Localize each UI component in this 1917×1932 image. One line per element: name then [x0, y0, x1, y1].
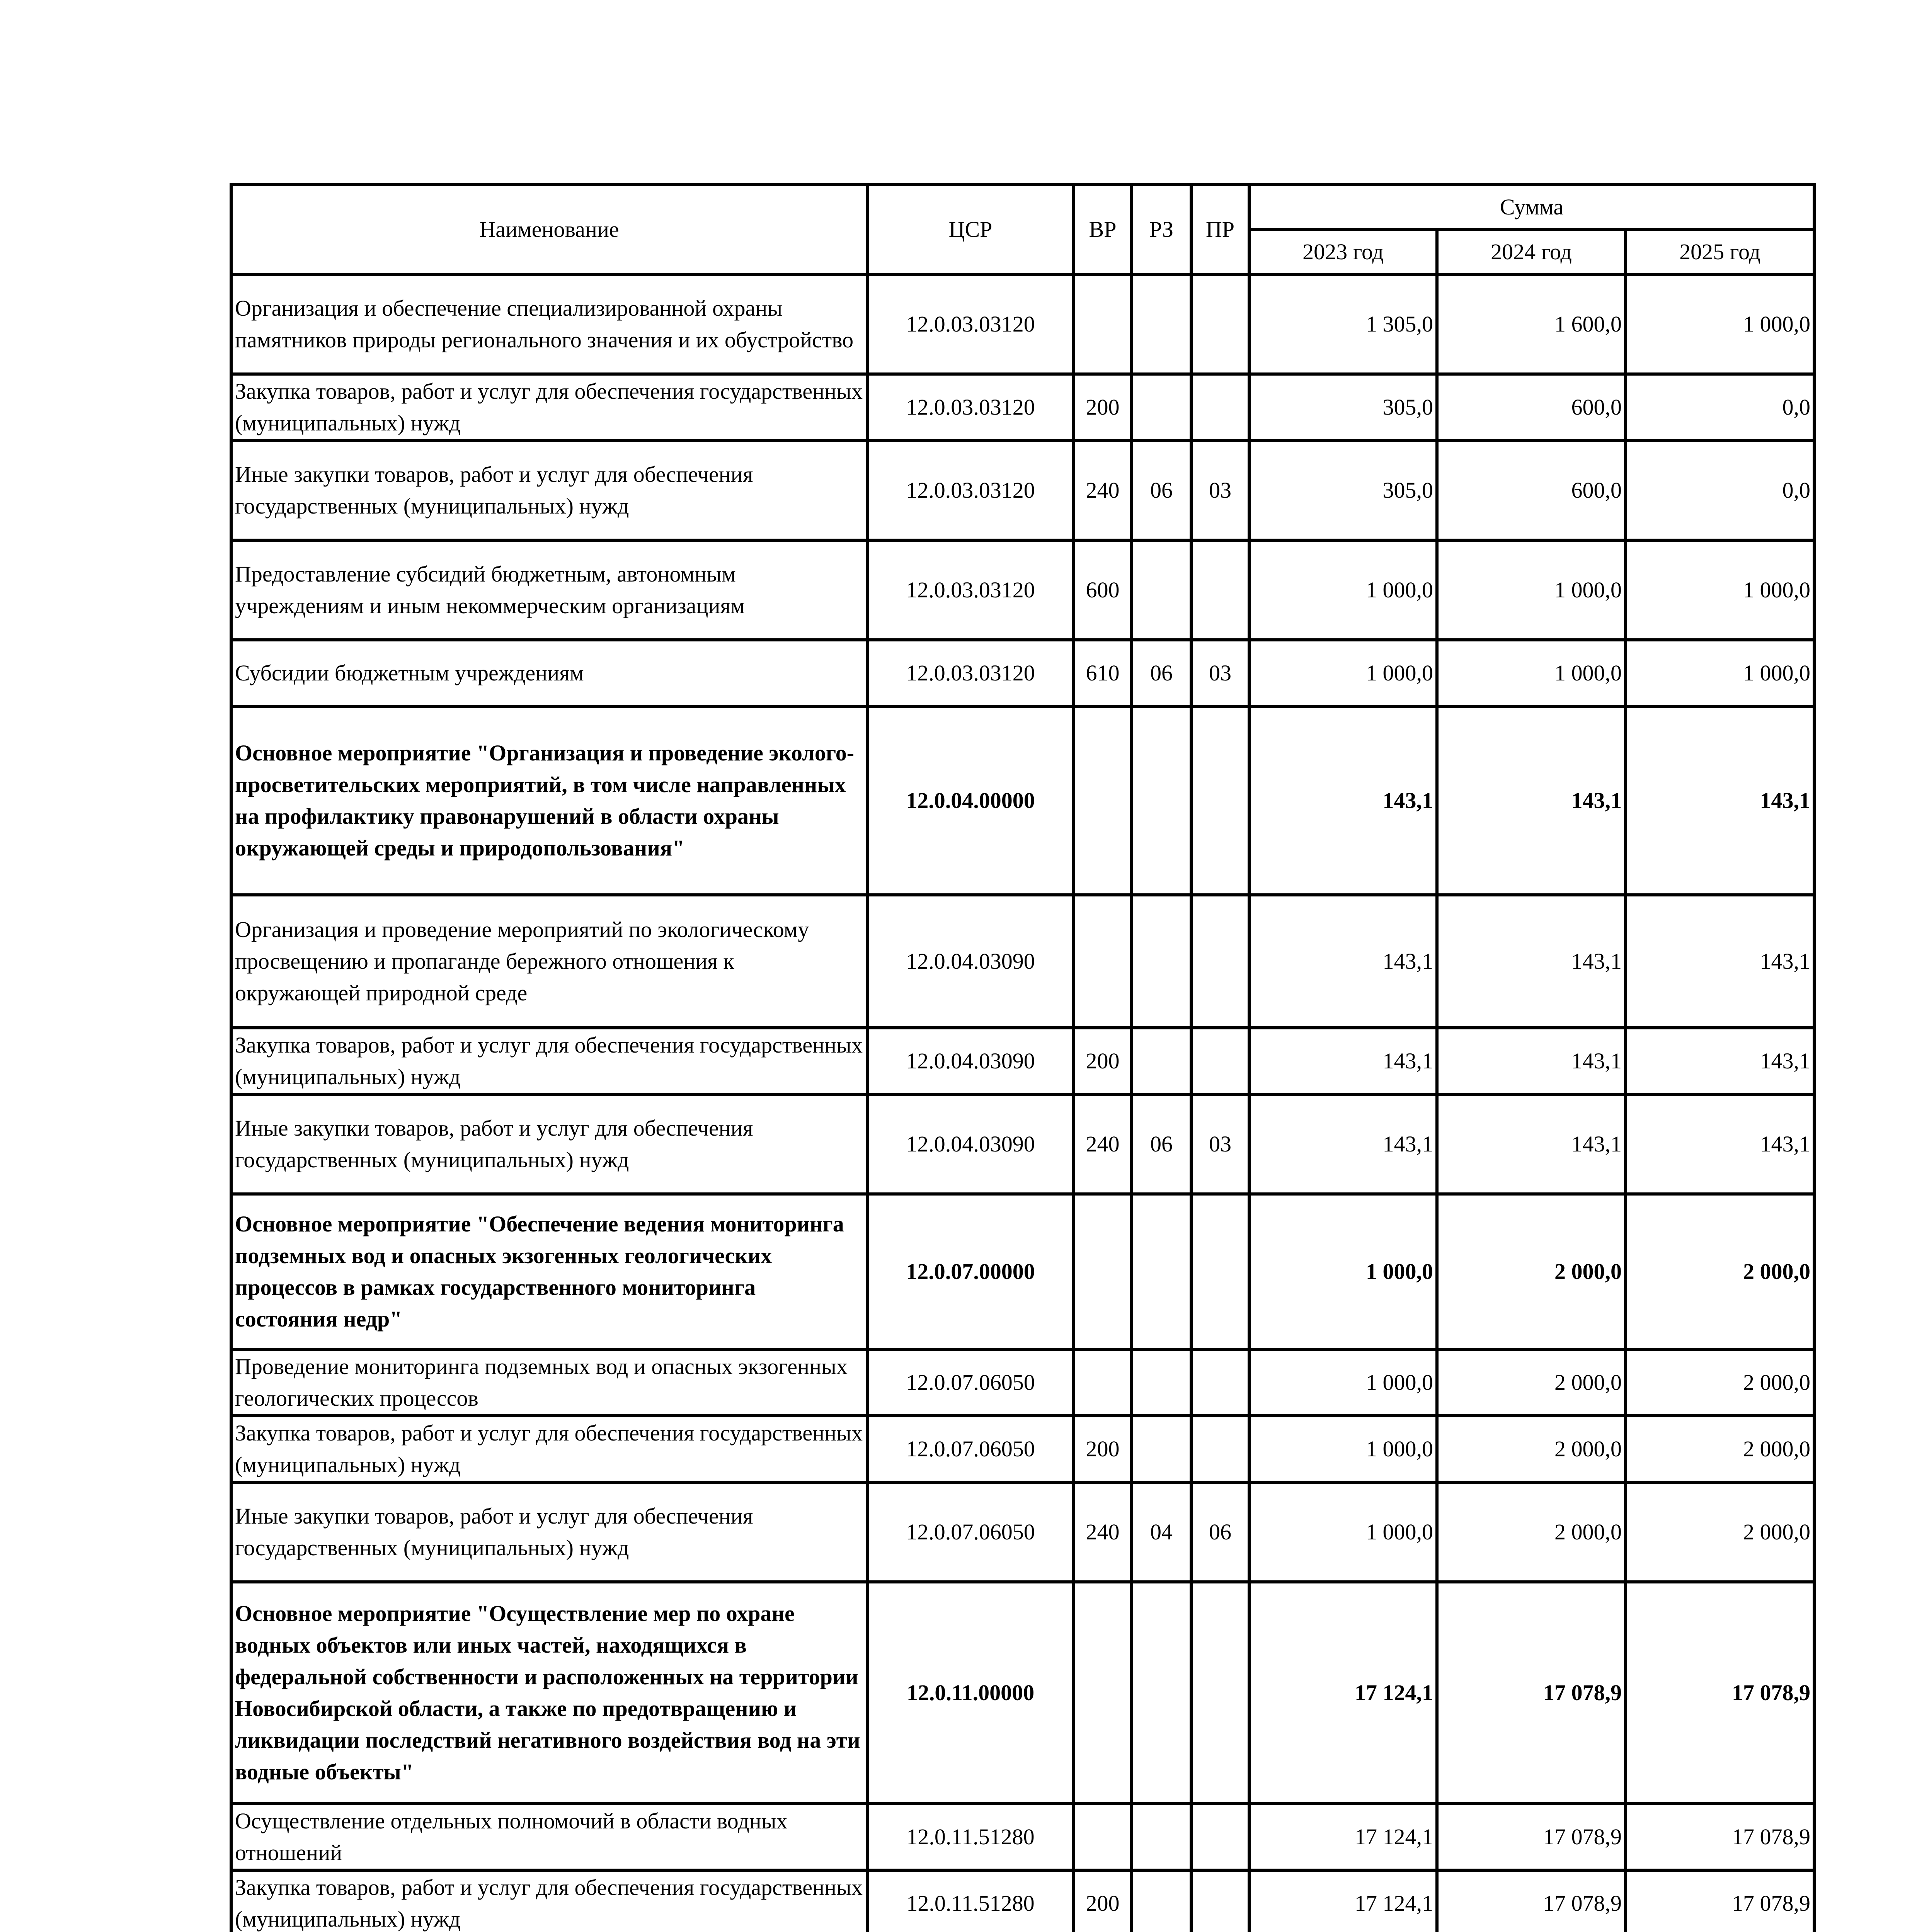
- cell-2024: 2 000,0: [1437, 1416, 1626, 1482]
- table-row: [231, 1582, 1814, 1804]
- cell-pr: 03: [1191, 640, 1249, 706]
- cell-name: Проведение мониторинга подземных вод и опасных экзогенных геологических процессов: [231, 1349, 867, 1416]
- cell-csr: 12.0.04.03090: [867, 895, 1074, 1028]
- cell-2024: 17 078,9: [1437, 1804, 1626, 1870]
- cell-name: Организация и обеспечение специализированной охраны памятников природы регионального значения и их обустройство: [231, 274, 867, 374]
- cell-name: Основное мероприятие "Обеспечение ведения мониторинга подземных вод и опасных экзогенных геологических процессов в рамках государственного мониторинга состояния недр": [231, 1194, 867, 1349]
- cell-2023: 1 000,0: [1249, 1349, 1437, 1416]
- header-rz: РЗ: [1132, 185, 1191, 274]
- cell-2024: 2 000,0: [1437, 1194, 1626, 1349]
- cell-pr: [1191, 540, 1249, 640]
- cell-csr: 12.0.04.00000: [867, 706, 1074, 895]
- budget-table: [230, 183, 1816, 1932]
- cell-rz: [1132, 1028, 1191, 1094]
- cell-vr: 240: [1074, 440, 1132, 540]
- cell-csr: 12.0.07.06050: [867, 1482, 1074, 1582]
- cell-pr: [1191, 1804, 1249, 1870]
- header-year-2025: 2025 год: [1626, 230, 1814, 274]
- cell-2025: 2 000,0: [1626, 1482, 1814, 1582]
- table-body: [231, 274, 1814, 1932]
- cell-2025: 143,1: [1626, 1028, 1814, 1094]
- table-row: [231, 895, 1814, 1028]
- cell-name: Иные закупки товаров, работ и услуг для обеспечения государственных (муниципальных) нужд: [231, 1482, 867, 1582]
- cell-name: Закупка товаров, работ и услуг для обеспечения государственных (муниципальных) нужд: [231, 374, 867, 440]
- cell-rz: 06: [1132, 1094, 1191, 1194]
- table-header: [231, 185, 1814, 274]
- header-name: Наименование: [231, 185, 867, 274]
- cell-vr: 240: [1074, 1094, 1132, 1194]
- cell-pr: [1191, 1416, 1249, 1482]
- cell-name: Иные закупки товаров, работ и услуг для обеспечения государственных (муниципальных) нужд: [231, 440, 867, 540]
- cell-pr: [1191, 1582, 1249, 1804]
- cell-csr: 12.0.04.03090: [867, 1028, 1074, 1094]
- cell-2025: 143,1: [1626, 895, 1814, 1028]
- cell-csr: 12.0.03.03120: [867, 274, 1074, 374]
- header-csr: ЦСР: [867, 185, 1074, 274]
- cell-2023: 1 305,0: [1249, 274, 1437, 374]
- cell-2024: 2 000,0: [1437, 1482, 1626, 1582]
- header-year-2024: 2024 год: [1437, 230, 1626, 274]
- cell-2023: 17 124,1: [1249, 1582, 1437, 1804]
- cell-name: Осуществление отдельных полномочий в области водных отношений: [231, 1804, 867, 1870]
- cell-2024: 143,1: [1437, 895, 1626, 1028]
- table-row: [231, 1870, 1814, 1932]
- cell-2024: 1 600,0: [1437, 274, 1626, 374]
- cell-rz: [1132, 1416, 1191, 1482]
- cell-rz: [1132, 540, 1191, 640]
- cell-vr: [1074, 706, 1132, 895]
- cell-2023: 143,1: [1249, 1094, 1437, 1194]
- cell-rz: [1132, 1349, 1191, 1416]
- table-row: [231, 274, 1814, 374]
- cell-name: Иные закупки товаров, работ и услуг для обеспечения государственных (муниципальных) нужд: [231, 1094, 867, 1194]
- cell-2025: 1 000,0: [1626, 640, 1814, 706]
- cell-rz: [1132, 895, 1191, 1028]
- cell-vr: 200: [1074, 1416, 1132, 1482]
- cell-vr: 200: [1074, 374, 1132, 440]
- cell-2023: 305,0: [1249, 440, 1437, 540]
- cell-2024: 2 000,0: [1437, 1349, 1626, 1416]
- cell-2025: 2 000,0: [1626, 1416, 1814, 1482]
- cell-csr: 12.0.03.03120: [867, 374, 1074, 440]
- cell-2025: 17 078,9: [1626, 1870, 1814, 1932]
- cell-name: Организация и проведение мероприятий по экологическому просвещению и пропаганде бережного отношения к окружающей природной среде: [231, 895, 867, 1028]
- cell-vr: 610: [1074, 640, 1132, 706]
- cell-2023: 17 124,1: [1249, 1804, 1437, 1870]
- cell-vr: [1074, 274, 1132, 374]
- cell-rz: [1132, 374, 1191, 440]
- table-row: [231, 440, 1814, 540]
- cell-name: Закупка товаров, работ и услуг для обеспечения государственных (муниципальных) нужд: [231, 1416, 867, 1482]
- cell-rz: [1132, 706, 1191, 895]
- cell-2025: 1 000,0: [1626, 540, 1814, 640]
- cell-rz: 06: [1132, 640, 1191, 706]
- cell-pr: [1191, 374, 1249, 440]
- cell-name: Основное мероприятие "Организация и проведение эколого-просветительских мероприятий, в том числе направленных на профилактику правонарушений в области охраны окружающей среды и природопользования": [231, 706, 867, 895]
- cell-vr: [1074, 1349, 1132, 1416]
- cell-pr: 03: [1191, 440, 1249, 540]
- table-row: [231, 1094, 1814, 1194]
- table-row: [231, 1194, 1814, 1349]
- cell-2023: 305,0: [1249, 374, 1437, 440]
- cell-2024: 143,1: [1437, 706, 1626, 895]
- cell-rz: [1132, 1804, 1191, 1870]
- cell-pr: [1191, 706, 1249, 895]
- cell-2024: 17 078,9: [1437, 1870, 1626, 1932]
- cell-2024: 600,0: [1437, 440, 1626, 540]
- cell-2025: 0,0: [1626, 440, 1814, 540]
- cell-2025: 143,1: [1626, 1094, 1814, 1194]
- cell-rz: [1132, 1194, 1191, 1349]
- table-row: [231, 640, 1814, 706]
- table-row: [231, 1482, 1814, 1582]
- cell-rz: [1132, 1582, 1191, 1804]
- cell-2025: 17 078,9: [1626, 1804, 1814, 1870]
- cell-vr: 600: [1074, 540, 1132, 640]
- table-row: [231, 1349, 1814, 1416]
- cell-vr: [1074, 1194, 1132, 1349]
- table-row: [231, 1028, 1814, 1094]
- cell-2023: 1 000,0: [1249, 1482, 1437, 1582]
- table-row: [231, 1804, 1814, 1870]
- cell-vr: 200: [1074, 1870, 1132, 1932]
- cell-2023: 1 000,0: [1249, 640, 1437, 706]
- cell-name: Предоставление субсидий бюджетным, автономным учреждениям и иным некоммерческим организациям: [231, 540, 867, 640]
- cell-2024: 1 000,0: [1437, 640, 1626, 706]
- cell-2025: 143,1: [1626, 706, 1814, 895]
- cell-2023: 143,1: [1249, 1028, 1437, 1094]
- cell-csr: 12.0.03.03120: [867, 540, 1074, 640]
- cell-csr: 12.0.07.00000: [867, 1194, 1074, 1349]
- cell-rz: 06: [1132, 440, 1191, 540]
- cell-vr: [1074, 1582, 1132, 1804]
- cell-2024: 143,1: [1437, 1094, 1626, 1194]
- cell-csr: 12.0.07.06050: [867, 1349, 1074, 1416]
- cell-vr: [1074, 895, 1132, 1028]
- cell-2025: 2 000,0: [1626, 1349, 1814, 1416]
- cell-2023: 1 000,0: [1249, 1194, 1437, 1349]
- cell-rz: [1132, 1870, 1191, 1932]
- header-pr: ПР: [1191, 185, 1249, 274]
- cell-2023: 1 000,0: [1249, 540, 1437, 640]
- cell-vr: 200: [1074, 1028, 1132, 1094]
- cell-pr: [1191, 1870, 1249, 1932]
- cell-2025: 1 000,0: [1626, 274, 1814, 374]
- cell-vr: 240: [1074, 1482, 1132, 1582]
- cell-2025: 17 078,9: [1626, 1582, 1814, 1804]
- cell-rz: [1132, 274, 1191, 374]
- cell-csr: 12.0.07.06050: [867, 1416, 1074, 1482]
- cell-2024: 17 078,9: [1437, 1582, 1626, 1804]
- cell-2023: 1 000,0: [1249, 1416, 1437, 1482]
- table-row: [231, 1416, 1814, 1482]
- cell-pr: [1191, 895, 1249, 1028]
- cell-name: Закупка товаров, работ и услуг для обеспечения государственных (муниципальных) нужд: [231, 1870, 867, 1932]
- cell-csr: 12.0.11.51280: [867, 1870, 1074, 1932]
- cell-pr: [1191, 1194, 1249, 1349]
- cell-name: Субсидии бюджетным учреждениям: [231, 640, 867, 706]
- cell-2023: 143,1: [1249, 706, 1437, 895]
- cell-name: Закупка товаров, работ и услуг для обеспечения государственных (муниципальных) нужд: [231, 1028, 867, 1094]
- cell-2024: 1 000,0: [1437, 540, 1626, 640]
- cell-vr: [1074, 1804, 1132, 1870]
- cell-2024: 600,0: [1437, 374, 1626, 440]
- cell-csr: 12.0.03.03120: [867, 640, 1074, 706]
- cell-csr: 12.0.04.03090: [867, 1094, 1074, 1194]
- cell-name: Основное мероприятие "Осуществление мер по охране водных объектов или иных частей, находящихся в федеральной собственности и расположенных на территории Новосибирской области, а также по предотвращению и ликвидации последствий негативного воздействия вод на эти водные объекты": [231, 1582, 867, 1804]
- header-year-2023: 2023 год: [1249, 230, 1437, 274]
- table-row: [231, 706, 1814, 895]
- cell-pr: 03: [1191, 1094, 1249, 1194]
- header-vr: ВР: [1074, 185, 1132, 274]
- cell-pr: [1191, 1028, 1249, 1094]
- cell-pr: [1191, 1349, 1249, 1416]
- table-row: [231, 540, 1814, 640]
- cell-2025: 2 000,0: [1626, 1194, 1814, 1349]
- cell-pr: [1191, 274, 1249, 374]
- header-sum: Сумма: [1249, 185, 1814, 230]
- table-row: [231, 374, 1814, 440]
- cell-rz: 04: [1132, 1482, 1191, 1582]
- cell-csr: 12.0.03.03120: [867, 440, 1074, 540]
- cell-csr: 12.0.11.00000: [867, 1582, 1074, 1804]
- cell-2023: 17 124,1: [1249, 1870, 1437, 1932]
- cell-csr: 12.0.11.51280: [867, 1804, 1074, 1870]
- cell-2024: 143,1: [1437, 1028, 1626, 1094]
- cell-2025: 0,0: [1626, 374, 1814, 440]
- cell-2023: 143,1: [1249, 895, 1437, 1028]
- cell-pr: 06: [1191, 1482, 1249, 1582]
